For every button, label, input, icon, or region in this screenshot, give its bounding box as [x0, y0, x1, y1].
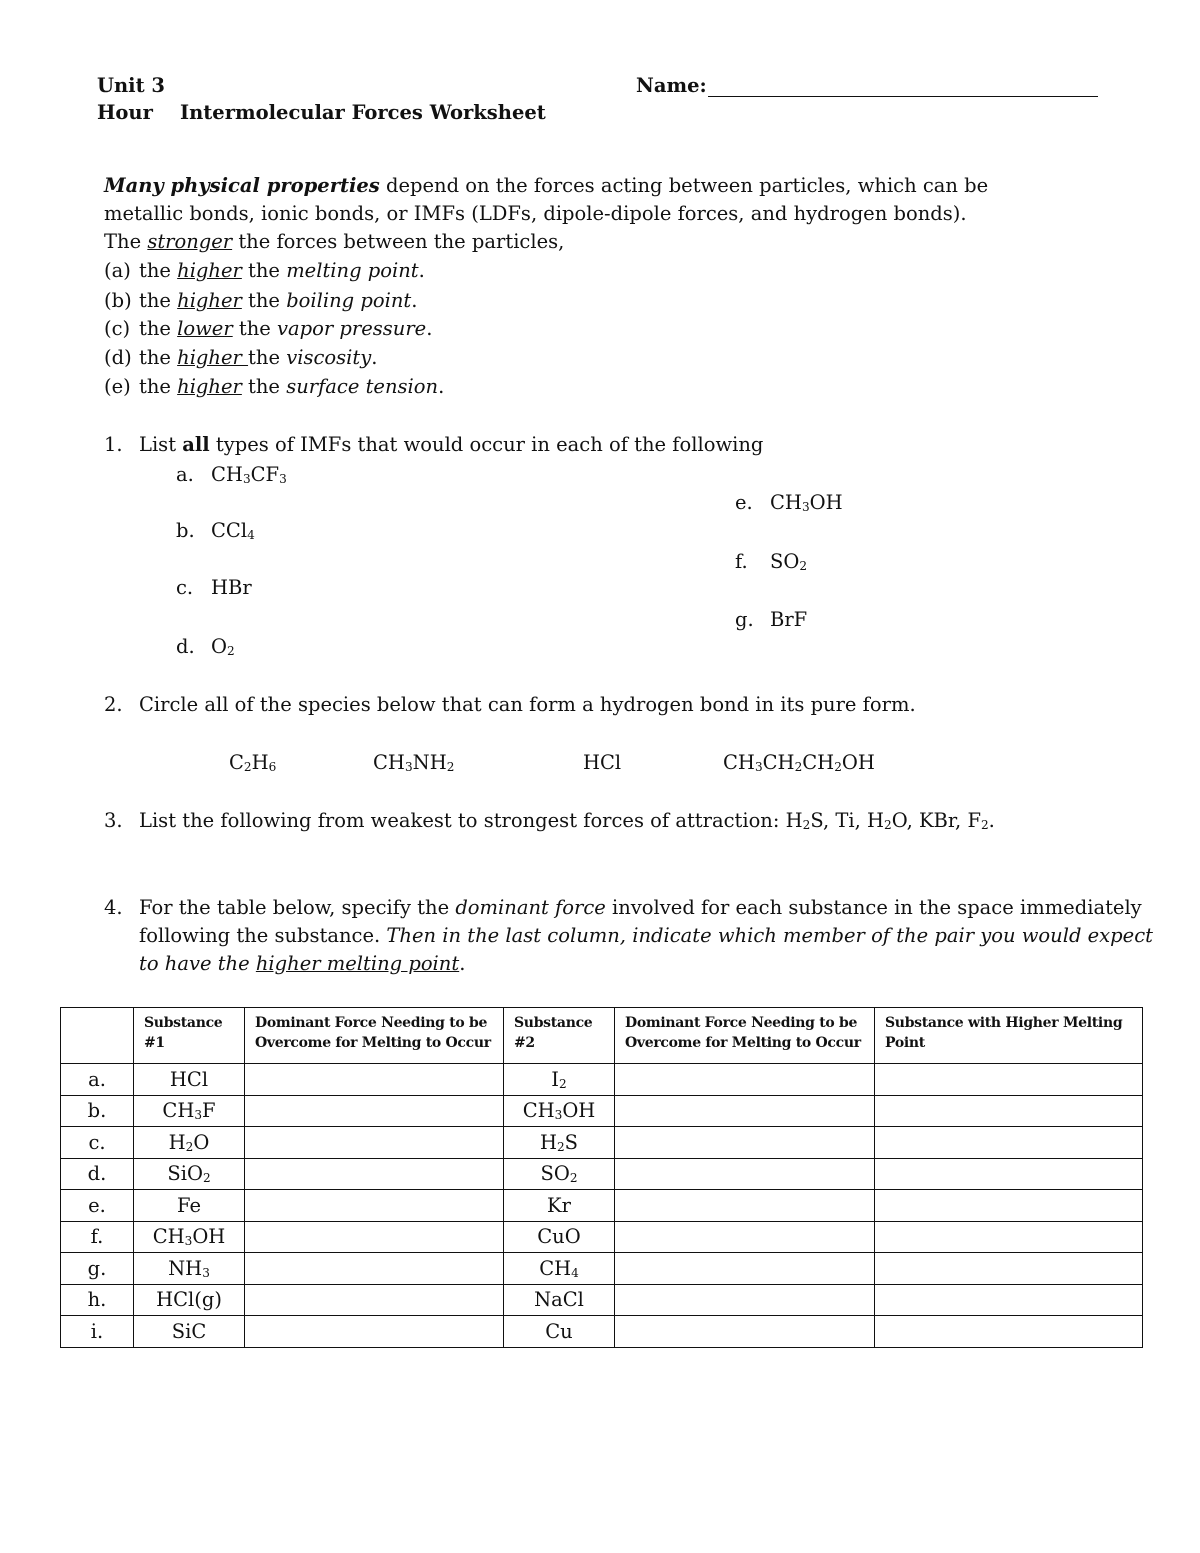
- substance-2-cell: CuO: [504, 1221, 615, 1253]
- row-label: f.: [61, 1221, 134, 1253]
- force-1-answer-cell[interactable]: [245, 1095, 504, 1127]
- property-text: the: [139, 317, 178, 340]
- substance-2-cell: $H_2S$: [504, 1127, 615, 1159]
- table-row: [61, 1127, 1143, 1159]
- table-row: [61, 1221, 1143, 1253]
- property-name: vapor pressure: [277, 317, 427, 340]
- formula: HBr: [211, 576, 252, 599]
- property-end: .: [418, 259, 425, 282]
- force-1-answer-cell[interactable]: [245, 1221, 504, 1253]
- question-4-line-3-text: to have the: [139, 952, 256, 975]
- property-text: the: [248, 346, 287, 369]
- header-force-2: [615, 1008, 875, 1064]
- header-text: Overcome for Melting to Occur: [255, 1035, 491, 1051]
- question-4-text: For the table below, specify the: [139, 896, 456, 919]
- table-row: [61, 1064, 1143, 1096]
- higher-melting-answer-cell[interactable]: [875, 1284, 1143, 1316]
- property-label: (e): [104, 375, 131, 398]
- property-label: (a): [104, 259, 131, 282]
- substance-1-cell: $H_2O$: [134, 1127, 245, 1159]
- property-emphasis: lower: [177, 317, 233, 340]
- question-number: 2.: [104, 693, 123, 716]
- header-text: Dominant Force Needing to be: [255, 1015, 488, 1031]
- property-end: .: [411, 289, 418, 312]
- header-text: Dominant Force Needing to be: [625, 1015, 858, 1031]
- question-2: [104, 693, 916, 716]
- question-4: [104, 896, 1142, 919]
- property-label: (d): [104, 346, 132, 369]
- table-row: [61, 1095, 1143, 1127]
- substance-1-cell: $CH_3OH$: [134, 1221, 245, 1253]
- intro-line-1-text: depend on the forces acting between particles, which can be: [379, 174, 989, 197]
- question-number: 3.: [104, 809, 123, 832]
- substance-2-cell: NaCl: [504, 1284, 615, 1316]
- question-3-text: List the following from weakest to strongest forces of attraction: $H_2S$, Ti, $H_2O$, KBr, $F_2$.: [139, 809, 995, 833]
- q1-item-f: [735, 550, 807, 573]
- force-2-answer-cell[interactable]: [615, 1127, 875, 1159]
- table-row: [61, 1253, 1143, 1285]
- substance-2-cell: $I_2$: [504, 1064, 615, 1096]
- intro-emphasis: Many physical properties: [104, 174, 380, 197]
- question-4-line-2: [139, 924, 1153, 947]
- name-blank-line[interactable]: [708, 96, 1098, 97]
- higher-melting-answer-cell[interactable]: [875, 1158, 1143, 1190]
- property-end: .: [371, 346, 378, 369]
- dominant-force-emphasis: dominant force: [455, 896, 606, 919]
- substance-2-cell: $SO_2$: [504, 1158, 615, 1190]
- table-row: [61, 1158, 1143, 1190]
- question-4-text-end: involved for each substance in the space immediately: [605, 896, 1142, 919]
- unit-label: Unit 3: [97, 74, 165, 97]
- species-option[interactable]: $C_2H_6$: [229, 751, 277, 775]
- header-substance-2: Substance #2: [504, 1008, 615, 1064]
- q1-item-a: [176, 463, 287, 486]
- species-option[interactable]: HCl: [583, 751, 622, 774]
- property-item: [104, 289, 417, 312]
- substance-1-cell: $CH_3F$: [134, 1095, 245, 1127]
- force-1-answer-cell[interactable]: [245, 1253, 504, 1285]
- force-1-answer-cell[interactable]: [245, 1127, 504, 1159]
- header-text: Overcome for Melting to Occur: [625, 1035, 861, 1051]
- force-2-answer-cell[interactable]: [615, 1253, 875, 1285]
- property-emphasis: higher: [177, 259, 242, 282]
- question-4-line-3-end: .: [459, 952, 466, 975]
- property-item: [104, 317, 432, 340]
- header-higher-melting: [875, 1008, 1143, 1064]
- property-text: the: [139, 346, 178, 369]
- forces-table: [60, 1007, 1143, 1348]
- substance-2-cell: Kr: [504, 1190, 615, 1222]
- item-label: b.: [176, 519, 195, 542]
- force-2-answer-cell[interactable]: [615, 1190, 875, 1222]
- intro-line-3-text: The: [104, 230, 148, 253]
- table-row: [61, 1284, 1143, 1316]
- force-2-answer-cell[interactable]: [615, 1284, 875, 1316]
- intro-line-3: [104, 230, 564, 253]
- higher-melting-point-emphasis: higher melting point: [255, 952, 460, 975]
- row-label: a.: [61, 1064, 134, 1096]
- property-end: .: [438, 375, 445, 398]
- question-1-text: List: [139, 433, 183, 456]
- force-1-answer-cell[interactable]: [245, 1158, 504, 1190]
- row-label: i.: [61, 1316, 134, 1348]
- higher-melting-answer-cell[interactable]: [875, 1221, 1143, 1253]
- question-1: [104, 433, 763, 456]
- item-label: d.: [176, 635, 195, 658]
- property-emphasis: higher: [177, 289, 242, 312]
- q1-item-b: [176, 519, 255, 542]
- property-label: (b): [104, 289, 132, 312]
- property-text: the: [241, 289, 287, 312]
- formula: $SO_2$: [770, 550, 808, 574]
- force-1-answer-cell[interactable]: [245, 1190, 504, 1222]
- header-force-1: [245, 1008, 504, 1064]
- force-2-answer-cell[interactable]: [615, 1316, 875, 1348]
- substance-1-cell: SiC: [134, 1316, 245, 1348]
- item-label: c.: [176, 576, 194, 599]
- q1-item-g: [735, 608, 807, 631]
- force-2-answer-cell[interactable]: [615, 1095, 875, 1127]
- worksheet-title: Intermolecular Forces Worksheet: [180, 101, 546, 124]
- question-1-text-end: types of IMFs that would occur in each of the following: [209, 433, 764, 456]
- formula: CCl$_4$: [211, 519, 255, 543]
- higher-melting-answer-cell[interactable]: [875, 1190, 1143, 1222]
- property-name: boiling point: [286, 289, 412, 312]
- hour-label: Hour: [97, 101, 153, 124]
- q1-item-d: [176, 635, 235, 658]
- force-1-answer-cell[interactable]: [245, 1316, 504, 1348]
- formula: $O_2$: [211, 635, 235, 659]
- question-number: 1.: [104, 433, 123, 456]
- property-end: .: [426, 317, 433, 340]
- row-label: d.: [61, 1158, 134, 1190]
- property-emphasis: higher: [177, 346, 249, 369]
- species-option[interactable]: $CH_3NH_2$: [373, 751, 455, 775]
- property-name: viscosity: [286, 346, 372, 369]
- question-4-line-3: [139, 952, 465, 975]
- header-substance-1: Substance #1: [134, 1008, 245, 1064]
- item-label: g.: [735, 608, 754, 631]
- intro-line-2: metallic bonds, ionic bonds, or IMFs (LDFs, dipole-dipole forces, and hydrogen bonds).: [104, 202, 967, 225]
- table-row: [61, 1316, 1143, 1348]
- property-name: surface tension: [286, 375, 439, 398]
- substance-1-cell: SiO$_2$: [134, 1158, 245, 1190]
- row-label: e.: [61, 1190, 134, 1222]
- substance-1-cell: HCl: [134, 1064, 245, 1096]
- question-3: [104, 809, 995, 832]
- property-label: (c): [104, 317, 131, 340]
- higher-melting-answer-cell[interactable]: [875, 1095, 1143, 1127]
- substance-1-cell: $NH_3$: [134, 1253, 245, 1285]
- force-2-answer-cell[interactable]: [615, 1221, 875, 1253]
- question-4-line-2-text: following the substance.: [139, 924, 387, 947]
- property-text: the: [139, 289, 178, 312]
- force-1-answer-cell[interactable]: [245, 1284, 504, 1316]
- intro-line-1: [104, 174, 988, 197]
- higher-melting-answer-cell[interactable]: [875, 1316, 1143, 1348]
- row-label: b.: [61, 1095, 134, 1127]
- header-text: Point: [885, 1035, 925, 1051]
- property-item: [104, 259, 425, 282]
- table-header-row: [61, 1008, 1143, 1064]
- q1-item-e: [735, 491, 843, 514]
- higher-melting-answer-cell[interactable]: [875, 1127, 1143, 1159]
- name-label: Name:: [636, 74, 707, 97]
- item-label: f.: [735, 550, 748, 573]
- instruction-emphasis: Then in the last column, indicate which member of the pair you would expect: [386, 924, 1153, 947]
- property-text: the: [241, 259, 287, 282]
- q1-item-c: [176, 576, 252, 599]
- property-name: melting point: [286, 259, 419, 282]
- higher-melting-answer-cell[interactable]: [875, 1253, 1143, 1285]
- property-item: [104, 375, 444, 398]
- force-1-answer-cell[interactable]: [245, 1064, 504, 1096]
- property-text: the: [139, 375, 178, 398]
- row-label: h.: [61, 1284, 134, 1316]
- header-text: Substance with Higher Melting: [885, 1015, 1123, 1031]
- item-label: e.: [735, 491, 753, 514]
- table-row: [61, 1190, 1143, 1222]
- formula: BrF: [770, 608, 808, 631]
- stronger-emphasis: stronger: [147, 230, 233, 253]
- row-label: g.: [61, 1253, 134, 1285]
- property-item: [104, 346, 377, 369]
- species-option[interactable]: $CH_3CH_2CH_2OH$: [723, 751, 875, 775]
- row-label: c.: [61, 1127, 134, 1159]
- substance-2-cell: $CH_4$: [504, 1253, 615, 1285]
- property-text: the: [232, 317, 278, 340]
- property-text: the: [139, 259, 178, 282]
- property-text: the: [241, 375, 287, 398]
- formula: $CH_3OH$: [770, 491, 843, 515]
- question-number: 4.: [104, 896, 123, 919]
- property-emphasis: higher: [177, 375, 242, 398]
- header-blank: [61, 1008, 134, 1064]
- substance-1-cell: Fe: [134, 1190, 245, 1222]
- higher-melting-answer-cell[interactable]: [875, 1064, 1143, 1096]
- substance-2-cell: $CH_3OH$: [504, 1095, 615, 1127]
- force-2-answer-cell[interactable]: [615, 1158, 875, 1190]
- intro-line-3-text-end: the forces between the particles,: [232, 230, 565, 253]
- substance-1-cell: HCl(g): [134, 1284, 245, 1316]
- force-2-answer-cell[interactable]: [615, 1064, 875, 1096]
- formula: $CH_3CF_3$: [211, 463, 287, 487]
- substance-2-cell: Cu: [504, 1316, 615, 1348]
- item-label: a.: [176, 463, 194, 486]
- question-2-text: Circle all of the species below that can form a hydrogen bond in its pure form.: [139, 693, 916, 716]
- all-emphasis: all: [182, 433, 210, 456]
